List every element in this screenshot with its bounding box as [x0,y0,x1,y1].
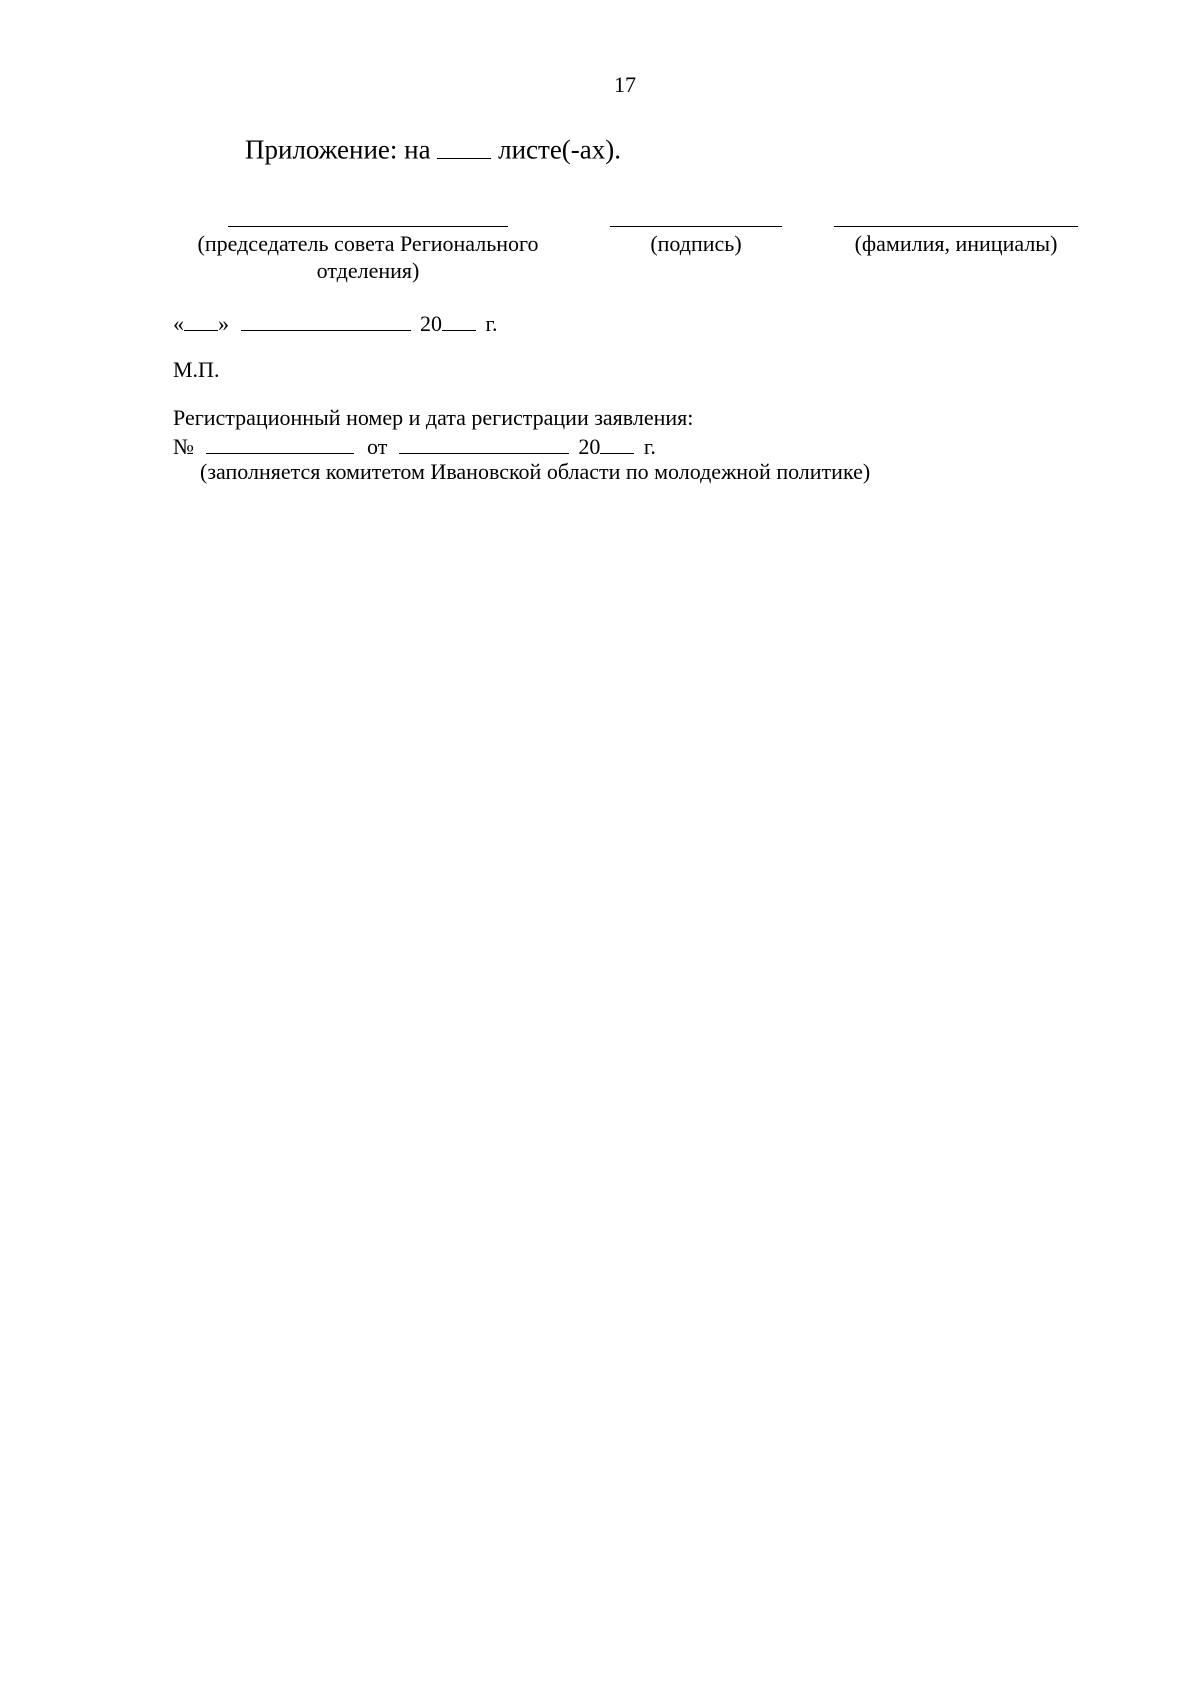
registration-year-blank[interactable] [600,432,634,454]
attachment-prefix: Приложение: на [245,134,431,165]
registration-note: (заполняется комитетом Ивановской области по молодежной политике) [200,459,871,484]
page-number: 17 [614,72,636,97]
chairman-label-line2: отделения) [316,258,420,283]
signature-line[interactable] [610,226,782,227]
registration-heading: Регистрационный номер и дата регистрации заявления: [173,405,694,430]
registration-number-blank[interactable] [206,432,354,454]
day-blank[interactable] [184,309,218,331]
chairman-signature-line[interactable] [228,226,508,227]
month-blank[interactable] [241,309,411,331]
registration-year-prefix: 20 [578,433,601,459]
attachment-sheets-blank[interactable] [437,132,491,159]
name-initials-line[interactable] [834,226,1078,227]
registration-year-suffix: г. [643,433,656,459]
attachment-line [245,132,621,166]
chairman-label [168,230,568,284]
registration-date-blank[interactable] [399,432,569,454]
registration-from-word: от [367,433,388,459]
date-close-quote: » [218,310,229,336]
attachment-suffix: листе(-ах). [498,134,622,165]
registration-number-line [173,432,656,460]
date-line [173,309,498,337]
date-year-suffix: г. [485,310,498,336]
number-sign: № [173,433,194,459]
stamp-mark: М.П. [173,357,220,382]
chairman-label-line1: (председатель совета Регионального [197,231,539,256]
signature-label: (подпись) [650,231,742,256]
year-blank[interactable] [442,309,476,331]
name-initials-label: (фамилия, инициалы) [854,231,1058,256]
date-open-quote: « [173,310,184,336]
date-year-prefix: 20 [420,310,442,336]
